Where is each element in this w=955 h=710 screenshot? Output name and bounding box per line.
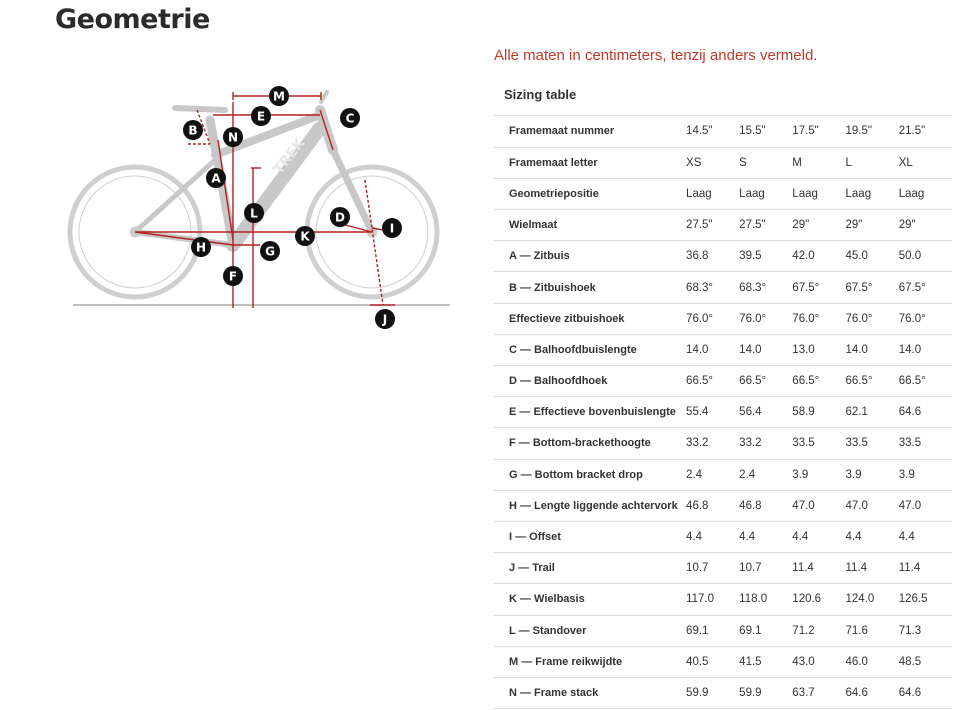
table-cell: L — [846, 147, 899, 178]
table-row — [494, 334, 952, 365]
table-cell: 33.5 — [792, 428, 845, 459]
table-cell: 62.1 — [846, 397, 899, 428]
marker-j-label: J — [382, 312, 388, 327]
table-cell: 36.8 — [686, 241, 739, 272]
table-row — [494, 490, 952, 521]
marker-j — [375, 309, 395, 329]
table-cell: 67.5° — [792, 272, 845, 303]
table-cell: 17.5" — [792, 116, 845, 147]
table-cell: 40.5 — [686, 646, 739, 677]
marker-d — [330, 207, 350, 227]
table-cell: 76.0° — [739, 303, 792, 334]
table-cell: 76.0° — [686, 303, 739, 334]
marker-e-label: E — [256, 109, 266, 124]
table-row — [494, 521, 952, 552]
row-label: Wielmaat — [494, 210, 686, 241]
page-title: Geometrie — [55, 4, 210, 35]
table-cell: 41.5 — [739, 646, 792, 677]
row-label: Effectieve zitbuishoek — [494, 303, 686, 334]
table-cell: 4.4 — [899, 521, 952, 552]
table-cell: 46.0 — [846, 646, 899, 677]
row-label: E — Effectieve bovenbuislengte — [494, 397, 686, 428]
marker-h — [191, 237, 211, 257]
table-row — [494, 241, 952, 272]
row-label: B — Zitbuishoek — [494, 272, 686, 303]
table-cell: 64.6 — [846, 677, 899, 708]
table-cell: 33.5 — [899, 428, 952, 459]
row-label: C — Balhoofdbuislengte — [494, 334, 686, 365]
marker-a — [206, 168, 226, 188]
table-cell: 59.9 — [686, 677, 739, 708]
table-cell: 39.5 — [739, 241, 792, 272]
table-cell: 4.4 — [686, 521, 739, 552]
row-label: I — Offset — [494, 521, 686, 552]
table-cell: 68.3° — [739, 272, 792, 303]
marker-f — [223, 266, 243, 286]
marker-h-label: H — [195, 240, 207, 255]
table-row — [494, 553, 952, 584]
table-cell: 33.2 — [686, 428, 739, 459]
table-cell: 76.0° — [846, 303, 899, 334]
table-row — [494, 366, 952, 397]
table-cell: 47.0 — [899, 490, 952, 521]
table-cell: 3.9 — [899, 459, 952, 490]
row-label: Geometriepositie — [494, 178, 686, 209]
table-row — [494, 116, 952, 147]
row-label: J — Trail — [494, 553, 686, 584]
table-cell: 10.7 — [686, 553, 739, 584]
sizing-table-section — [494, 79, 952, 709]
table-row — [494, 584, 952, 615]
table-cell: 68.3° — [686, 272, 739, 303]
table-cell: 118.0 — [739, 584, 792, 615]
table-cell: 126.5 — [899, 584, 952, 615]
table-cell: 42.0 — [792, 241, 845, 272]
table-cell: Laag — [739, 178, 792, 209]
table-cell: 56.4 — [739, 397, 792, 428]
marker-a-label: A — [211, 171, 221, 186]
table-cell: 69.1 — [686, 615, 739, 646]
table-cell: 50.0 — [899, 241, 952, 272]
row-label: N — Frame stack — [494, 677, 686, 708]
marker-m — [269, 86, 289, 106]
table-cell: Laag — [846, 178, 899, 209]
marker-e — [251, 106, 271, 126]
marker-c-label: C — [345, 111, 355, 126]
table-cell: 11.4 — [899, 553, 952, 584]
table-cell: 33.5 — [846, 428, 899, 459]
table-cell: 29" — [846, 210, 899, 241]
marker-k — [295, 226, 315, 246]
table-row — [494, 646, 952, 677]
table-cell: 14.0 — [686, 334, 739, 365]
row-label: H — Lengte liggende achtervork — [494, 490, 686, 521]
table-cell: 59.9 — [739, 677, 792, 708]
table-cell: 11.4 — [846, 553, 899, 584]
table-cell: Laag — [686, 178, 739, 209]
table-cell: 15.5" — [739, 116, 792, 147]
marker-f-label: F — [228, 269, 238, 284]
marker-l-label: L — [250, 206, 258, 221]
table-cell: 120.6 — [792, 584, 845, 615]
table-cell: 76.0° — [792, 303, 845, 334]
row-label: F — Bottom-brackethoogte — [494, 428, 686, 459]
table-cell: 21.5" — [899, 116, 952, 147]
table-cell: 66.5° — [739, 366, 792, 397]
row-label: D — Balhoofdhoek — [494, 366, 686, 397]
marker-d-label: D — [335, 210, 345, 225]
marker-b — [183, 120, 203, 140]
row-label: K — Wielbasis — [494, 584, 686, 615]
table-cell: 71.2 — [792, 615, 845, 646]
table-cell: 66.5° — [846, 366, 899, 397]
table-row — [494, 397, 952, 428]
table-cell: 58.9 — [792, 397, 845, 428]
marker-l — [244, 203, 264, 223]
table-cell: 3.9 — [846, 459, 899, 490]
row-label: G — Bottom bracket drop — [494, 459, 686, 490]
table-cell: 33.2 — [739, 428, 792, 459]
table-row — [494, 178, 952, 209]
table-cell: 4.4 — [792, 521, 845, 552]
sizing-table — [494, 116, 952, 709]
table-cell: 14.0 — [899, 334, 952, 365]
table-row — [494, 428, 952, 459]
table-cell: 67.5° — [899, 272, 952, 303]
table-cell: 14.5" — [686, 116, 739, 147]
table-cell: 27.5" — [686, 210, 739, 241]
table-cell: 46.8 — [686, 490, 739, 521]
table-cell: 48.5 — [899, 646, 952, 677]
table-cell: 47.0 — [846, 490, 899, 521]
table-cell: M — [792, 147, 845, 178]
table-cell: 19.5" — [846, 116, 899, 147]
table-cell: 117.0 — [686, 584, 739, 615]
marker-c — [340, 108, 360, 128]
table-cell: 3.9 — [792, 459, 845, 490]
table-cell: 29" — [899, 210, 952, 241]
table-cell: 124.0 — [846, 584, 899, 615]
marker-m-label: M — [273, 89, 285, 104]
table-cell: 11.4 — [792, 553, 845, 584]
table-cell: Laag — [792, 178, 845, 209]
marker-g — [260, 241, 280, 261]
marker-i — [382, 218, 402, 238]
marker-n-label: N — [227, 130, 239, 145]
row-label: A — Zitbuis — [494, 241, 686, 272]
brand-text: TREK — [270, 135, 309, 178]
table-row — [494, 272, 952, 303]
table-cell: 64.6 — [899, 397, 952, 428]
geometry-diagram — [65, 80, 460, 340]
table-cell: 14.0 — [846, 334, 899, 365]
table-cell: 76.0° — [899, 303, 952, 334]
table-cell: 69.1 — [739, 615, 792, 646]
table-cell: 64.6 — [899, 677, 952, 708]
row-label: M — Frame reikwijdte — [494, 646, 686, 677]
table-row — [494, 303, 952, 334]
table-cell: XL — [899, 147, 952, 178]
table-cell: 2.4 — [686, 459, 739, 490]
table-cell: 14.0 — [739, 334, 792, 365]
row-label: Framemaat nummer — [494, 116, 686, 147]
table-cell: 67.5° — [846, 272, 899, 303]
table-row — [494, 615, 952, 646]
table-cell: 66.5° — [686, 366, 739, 397]
table-cell: 29" — [792, 210, 845, 241]
sizing-table-caption: Sizing table — [494, 79, 952, 116]
table-cell: 63.7 — [792, 677, 845, 708]
table-cell: 4.4 — [739, 521, 792, 552]
table-cell: 66.5° — [899, 366, 952, 397]
table-row — [494, 459, 952, 490]
table-cell: XS — [686, 147, 739, 178]
marker-g-label: G — [265, 244, 275, 259]
table-cell: 66.5° — [792, 366, 845, 397]
table-cell: 55.4 — [686, 397, 739, 428]
table-cell: Laag — [899, 178, 952, 209]
table-cell: 71.3 — [899, 615, 952, 646]
table-cell: 2.4 — [739, 459, 792, 490]
table-cell: 43.0 — [792, 646, 845, 677]
table-cell: S — [739, 147, 792, 178]
row-label: L — Standover — [494, 615, 686, 646]
table-row — [494, 210, 952, 241]
table-cell: 46.8 — [739, 490, 792, 521]
marker-n — [223, 127, 243, 147]
row-label: Framemaat letter — [494, 147, 686, 178]
table-row — [494, 677, 952, 708]
table-cell: 45.0 — [846, 241, 899, 272]
table-cell: 27.5" — [739, 210, 792, 241]
units-note: Alle maten in centimeters, tenzij anders vermeld. — [494, 47, 818, 64]
marker-k-label: K — [300, 229, 310, 244]
table-cell: 47.0 — [792, 490, 845, 521]
table-cell: 71.6 — [846, 615, 899, 646]
marker-i-label: I — [389, 221, 395, 236]
table-row — [494, 147, 952, 178]
table-cell: 10.7 — [739, 553, 792, 584]
marker-b-label: B — [188, 123, 198, 138]
table-cell: 13.0 — [792, 334, 845, 365]
table-cell: 4.4 — [846, 521, 899, 552]
